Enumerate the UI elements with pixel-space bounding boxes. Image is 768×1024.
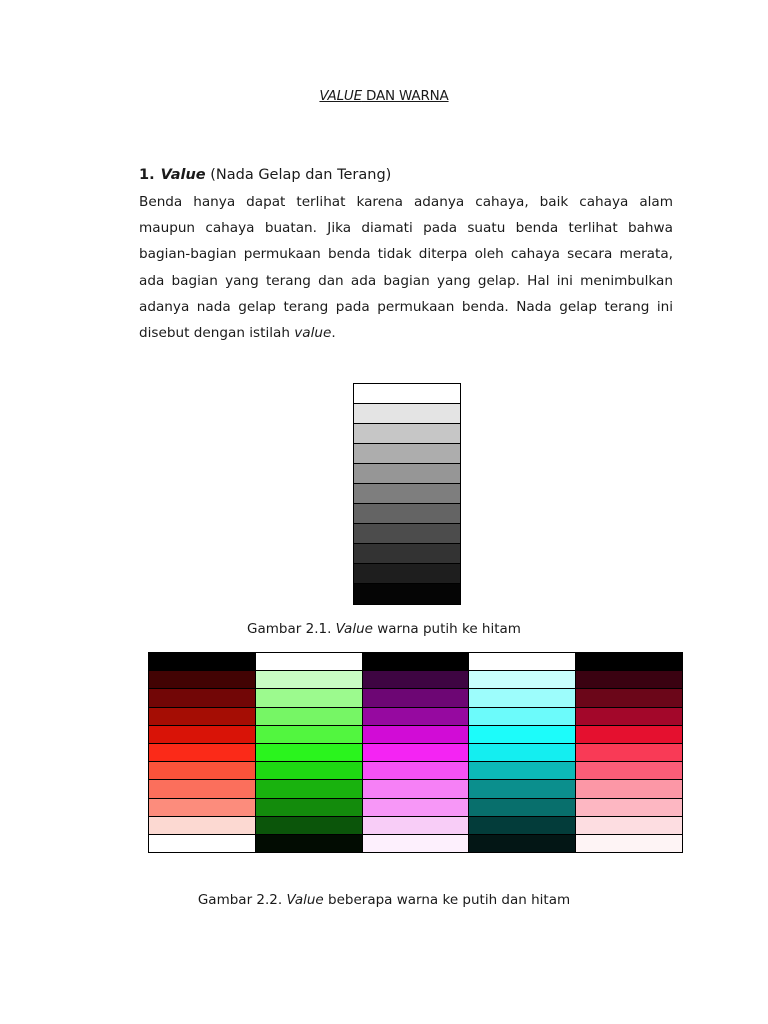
section-subtitle: (Nada Gelap dan Terang)	[205, 167, 392, 183]
color-swatch	[149, 725, 255, 743]
color-swatch	[149, 761, 255, 779]
color-swatch	[256, 707, 362, 725]
body-paragraph	[139, 189, 673, 346]
color-swatch	[149, 743, 255, 761]
color-swatch	[256, 652, 362, 670]
color-swatch	[363, 761, 469, 779]
color-swatch	[469, 652, 575, 670]
title-rest: DAN WARNA	[361, 88, 449, 104]
figure2-caption-term: Value	[286, 892, 324, 908]
color-swatch	[469, 688, 575, 706]
color-swatch	[256, 761, 362, 779]
figure1-caption-prefix: Gambar 2.1.	[247, 621, 336, 637]
color-swatch	[149, 779, 255, 797]
figure2-caption-rest: beberapa warna ke putih dan hitam	[323, 892, 571, 908]
color-swatch	[149, 834, 255, 853]
figure1-caption-rest: warna putih ke hitam	[372, 621, 521, 637]
color-swatch	[256, 798, 362, 816]
color-swatch	[576, 834, 682, 853]
color-swatch	[576, 743, 682, 761]
gray-swatch	[354, 544, 460, 564]
color-swatch	[469, 816, 575, 834]
gray-swatch	[354, 524, 460, 544]
section-number: 1.	[139, 167, 155, 183]
gray-swatch	[354, 484, 460, 504]
color-swatch	[576, 707, 682, 725]
color-swatch	[576, 816, 682, 834]
gray-value-scale	[353, 383, 461, 605]
figure1-caption	[0, 621, 768, 637]
color-swatch	[469, 743, 575, 761]
section-heading	[139, 167, 391, 183]
page-title	[0, 88, 768, 104]
color-swatch	[469, 779, 575, 797]
gray-swatch	[354, 584, 460, 604]
color-swatch	[149, 688, 255, 706]
color-swatch	[576, 652, 682, 670]
color-swatch	[576, 761, 682, 779]
figure2-caption	[0, 892, 768, 908]
color-swatch	[469, 725, 575, 743]
title-italic: VALUE	[319, 88, 362, 104]
color-swatch	[363, 779, 469, 797]
gray-swatch	[354, 384, 460, 404]
color-swatch	[363, 834, 469, 853]
color-swatch	[256, 688, 362, 706]
color-swatch	[469, 707, 575, 725]
color-swatch	[363, 743, 469, 761]
color-column-green	[255, 652, 362, 853]
color-swatch	[469, 834, 575, 853]
color-swatch	[256, 834, 362, 853]
color-swatch	[363, 688, 469, 706]
section-term: Value	[160, 167, 206, 183]
paragraph-end: .	[331, 325, 336, 342]
color-swatch	[363, 798, 469, 816]
color-swatch	[576, 725, 682, 743]
figure2-caption-prefix: Gambar 2.2.	[197, 892, 287, 908]
color-swatch	[576, 670, 682, 688]
gray-swatch	[354, 404, 460, 424]
color-value-table	[148, 652, 683, 853]
color-swatch	[256, 743, 362, 761]
paragraph-text: Benda hanya dapat terlihat karena adanya cahaya, baik cahaya alam maupun cahaya buatan. Jika diamati pada suatu benda terlihat bahwa bagian-bagian permukaan benda tidak diterpa oleh cahaya secara merata, ada bagian yang terang dan ada bagian yang gelap. Hal ini menimbulkan adanya nada gelap terang pada permukaan benda. Nada gelap terang ini disebut dengan istilah	[139, 194, 673, 342]
gray-swatch	[354, 424, 460, 444]
color-column-crimson	[575, 652, 682, 853]
color-swatch	[469, 761, 575, 779]
color-column-magenta	[362, 652, 469, 853]
color-column-red	[148, 652, 255, 853]
color-swatch	[363, 670, 469, 688]
color-swatch	[469, 798, 575, 816]
color-swatch	[149, 798, 255, 816]
color-swatch	[149, 670, 255, 688]
color-swatch	[149, 707, 255, 725]
gray-swatch	[354, 504, 460, 524]
color-swatch	[256, 816, 362, 834]
color-swatch	[149, 652, 255, 670]
color-swatch	[363, 725, 469, 743]
gray-swatch	[354, 444, 460, 464]
color-swatch	[149, 816, 255, 834]
color-swatch	[576, 779, 682, 797]
paragraph-term: value	[294, 325, 332, 342]
color-swatch	[363, 707, 469, 725]
color-swatch	[256, 670, 362, 688]
color-swatch	[469, 670, 575, 688]
color-column-cyan	[468, 652, 575, 853]
color-swatch	[256, 725, 362, 743]
gray-swatch	[354, 464, 460, 484]
color-swatch	[256, 779, 362, 797]
figure1-caption-term: Value	[335, 621, 373, 637]
color-swatch	[576, 688, 682, 706]
color-swatch	[363, 816, 469, 834]
color-swatch	[363, 652, 469, 670]
color-swatch	[576, 798, 682, 816]
gray-swatch	[354, 564, 460, 584]
